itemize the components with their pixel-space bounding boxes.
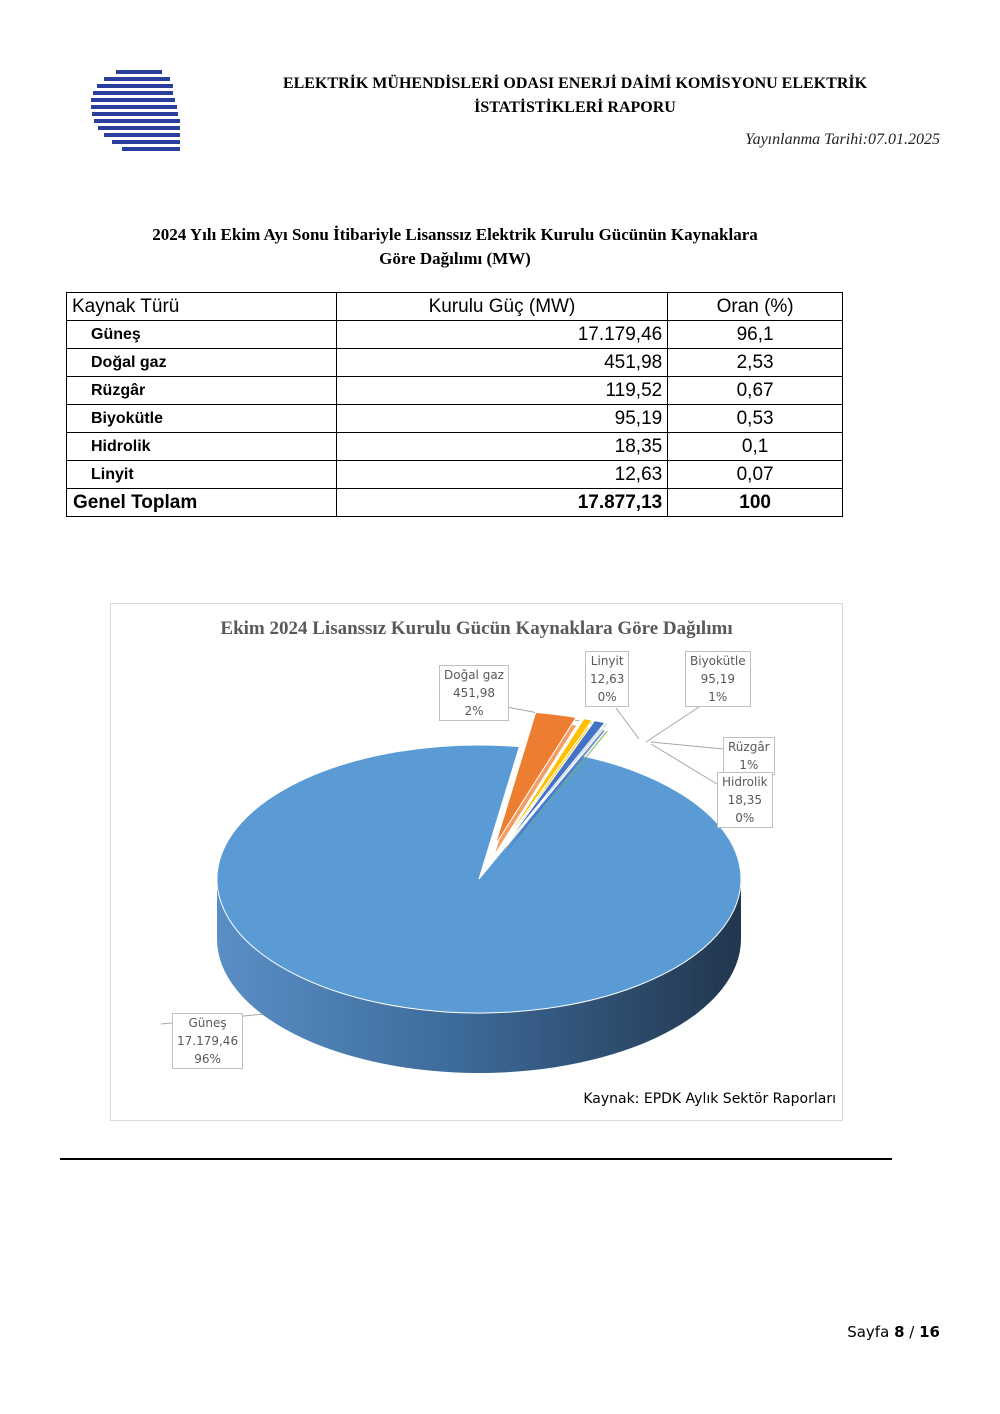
chart-title: Ekim 2024 Lisanssız Kurulu Gücün Kaynaklara Göre Dağılımı <box>220 618 733 639</box>
table-row <box>67 433 843 461</box>
label-gunes-pct: 96% <box>194 1052 221 1066</box>
leader-line-ruzgar <box>651 742 723 749</box>
label-linyit <box>585 651 629 707</box>
horizontal-rule <box>60 1158 892 1160</box>
label-hidrolik-pct: 0% <box>735 811 755 825</box>
row-pct: 2,53 <box>668 349 843 377</box>
label-hidrolik <box>717 772 773 828</box>
label-ruzgar <box>723 737 775 775</box>
label-biyokutle-value: 95,19 <box>700 672 735 686</box>
row-pct: 0,53 <box>668 405 843 433</box>
report-title <box>210 72 940 120</box>
table-total-row <box>67 489 843 517</box>
report-title-line1: ELEKTRİK MÜHENDİSLERİ ODASI ENERJİ DAİMİ KOMİSYONU ELEKTRİK <box>282 75 868 92</box>
total-name: Genel Toplam <box>67 489 337 517</box>
label-linyit-name: Linyit <box>590 654 624 668</box>
row-value: 95,19 <box>336 405 668 433</box>
table-row <box>67 377 843 405</box>
label-gunes <box>172 1013 243 1069</box>
table-row <box>67 461 843 489</box>
label-biyokutle-pct: 1% <box>708 690 728 704</box>
total-value: 17.877,13 <box>336 489 668 517</box>
label-dogalgaz-pct: 2% <box>464 704 484 718</box>
section-title-line2: Göre Dağılımı (MW) <box>379 249 531 268</box>
row-value: 12,63 <box>336 461 668 489</box>
header-source-type: Kaynak Türü <box>67 293 337 321</box>
report-title-line2: İSTATİSTİKLERİ RAPORU <box>474 99 676 116</box>
header-ratio: Oran (%) <box>668 293 843 321</box>
row-name: Linyit <box>67 461 337 489</box>
label-linyit-pct: 0% <box>597 690 617 704</box>
row-value: 119,52 <box>336 377 668 405</box>
label-gunes-name: Güneş <box>188 1016 227 1030</box>
header-capacity: Kurulu Güç (MW) <box>336 293 668 321</box>
page-prefix: Sayfa <box>847 1323 890 1341</box>
label-linyit-value: 12,63 <box>590 672 625 686</box>
label-biyokutle-name: Biyokütle <box>690 654 746 668</box>
row-value: 17.179,46 <box>336 321 668 349</box>
total-pct: 100 <box>668 489 843 517</box>
page-separator: / <box>909 1323 915 1341</box>
label-ruzgar-pct: 1% <box>739 758 759 772</box>
label-hidrolik-value: 18,35 <box>727 793 762 807</box>
row-pct: 0,1 <box>668 433 843 461</box>
row-value: 18,35 <box>336 433 668 461</box>
section-title-line1: 2024 Yılı Ekim Ayı Sonu İtibariyle Lisanssız Elektrik Kurulu Gücünün Kaynaklara <box>152 225 758 244</box>
table-row <box>67 321 843 349</box>
label-ruzgar-name: Rüzgâr <box>728 740 770 754</box>
table-row <box>67 349 843 377</box>
leader-line-linyit <box>616 708 639 739</box>
chart-source: Kaynak: EPDK Aylık Sektör Raporları <box>583 1091 836 1107</box>
capacity-table <box>66 292 843 517</box>
table-row <box>67 405 843 433</box>
row-name: Doğal gaz <box>67 349 337 377</box>
publish-date: Yayınlanma Tarihi:07.01.2025 <box>745 131 940 148</box>
row-pct: 96,1 <box>668 321 843 349</box>
page-current: 8 <box>894 1323 905 1341</box>
section-title <box>70 223 840 271</box>
pie-chart <box>110 603 843 1121</box>
leader-line-hidrolik <box>651 744 717 784</box>
page-total: 16 <box>919 1323 940 1341</box>
row-name: Rüzgâr <box>67 377 337 405</box>
emo-logo <box>88 64 188 164</box>
row-pct: 0,67 <box>668 377 843 405</box>
table-header-row <box>67 293 843 321</box>
row-name: Hidrolik <box>67 433 337 461</box>
row-value: 451,98 <box>336 349 668 377</box>
label-hidrolik-name: Hidrolik <box>722 775 768 789</box>
row-pct: 0,07 <box>668 461 843 489</box>
label-dogalgaz-value: 451,98 <box>452 686 495 700</box>
label-dogalgaz <box>439 665 509 721</box>
pie-slice-gunes <box>217 745 741 1013</box>
label-biyokutle <box>685 651 751 707</box>
label-gunes-value: 17.179,46 <box>177 1034 239 1048</box>
row-name: Güneş <box>67 321 337 349</box>
page-number <box>847 1323 940 1341</box>
label-dogalgaz-name: Doğal gaz <box>444 668 504 682</box>
row-name: Biyokütle <box>67 405 337 433</box>
